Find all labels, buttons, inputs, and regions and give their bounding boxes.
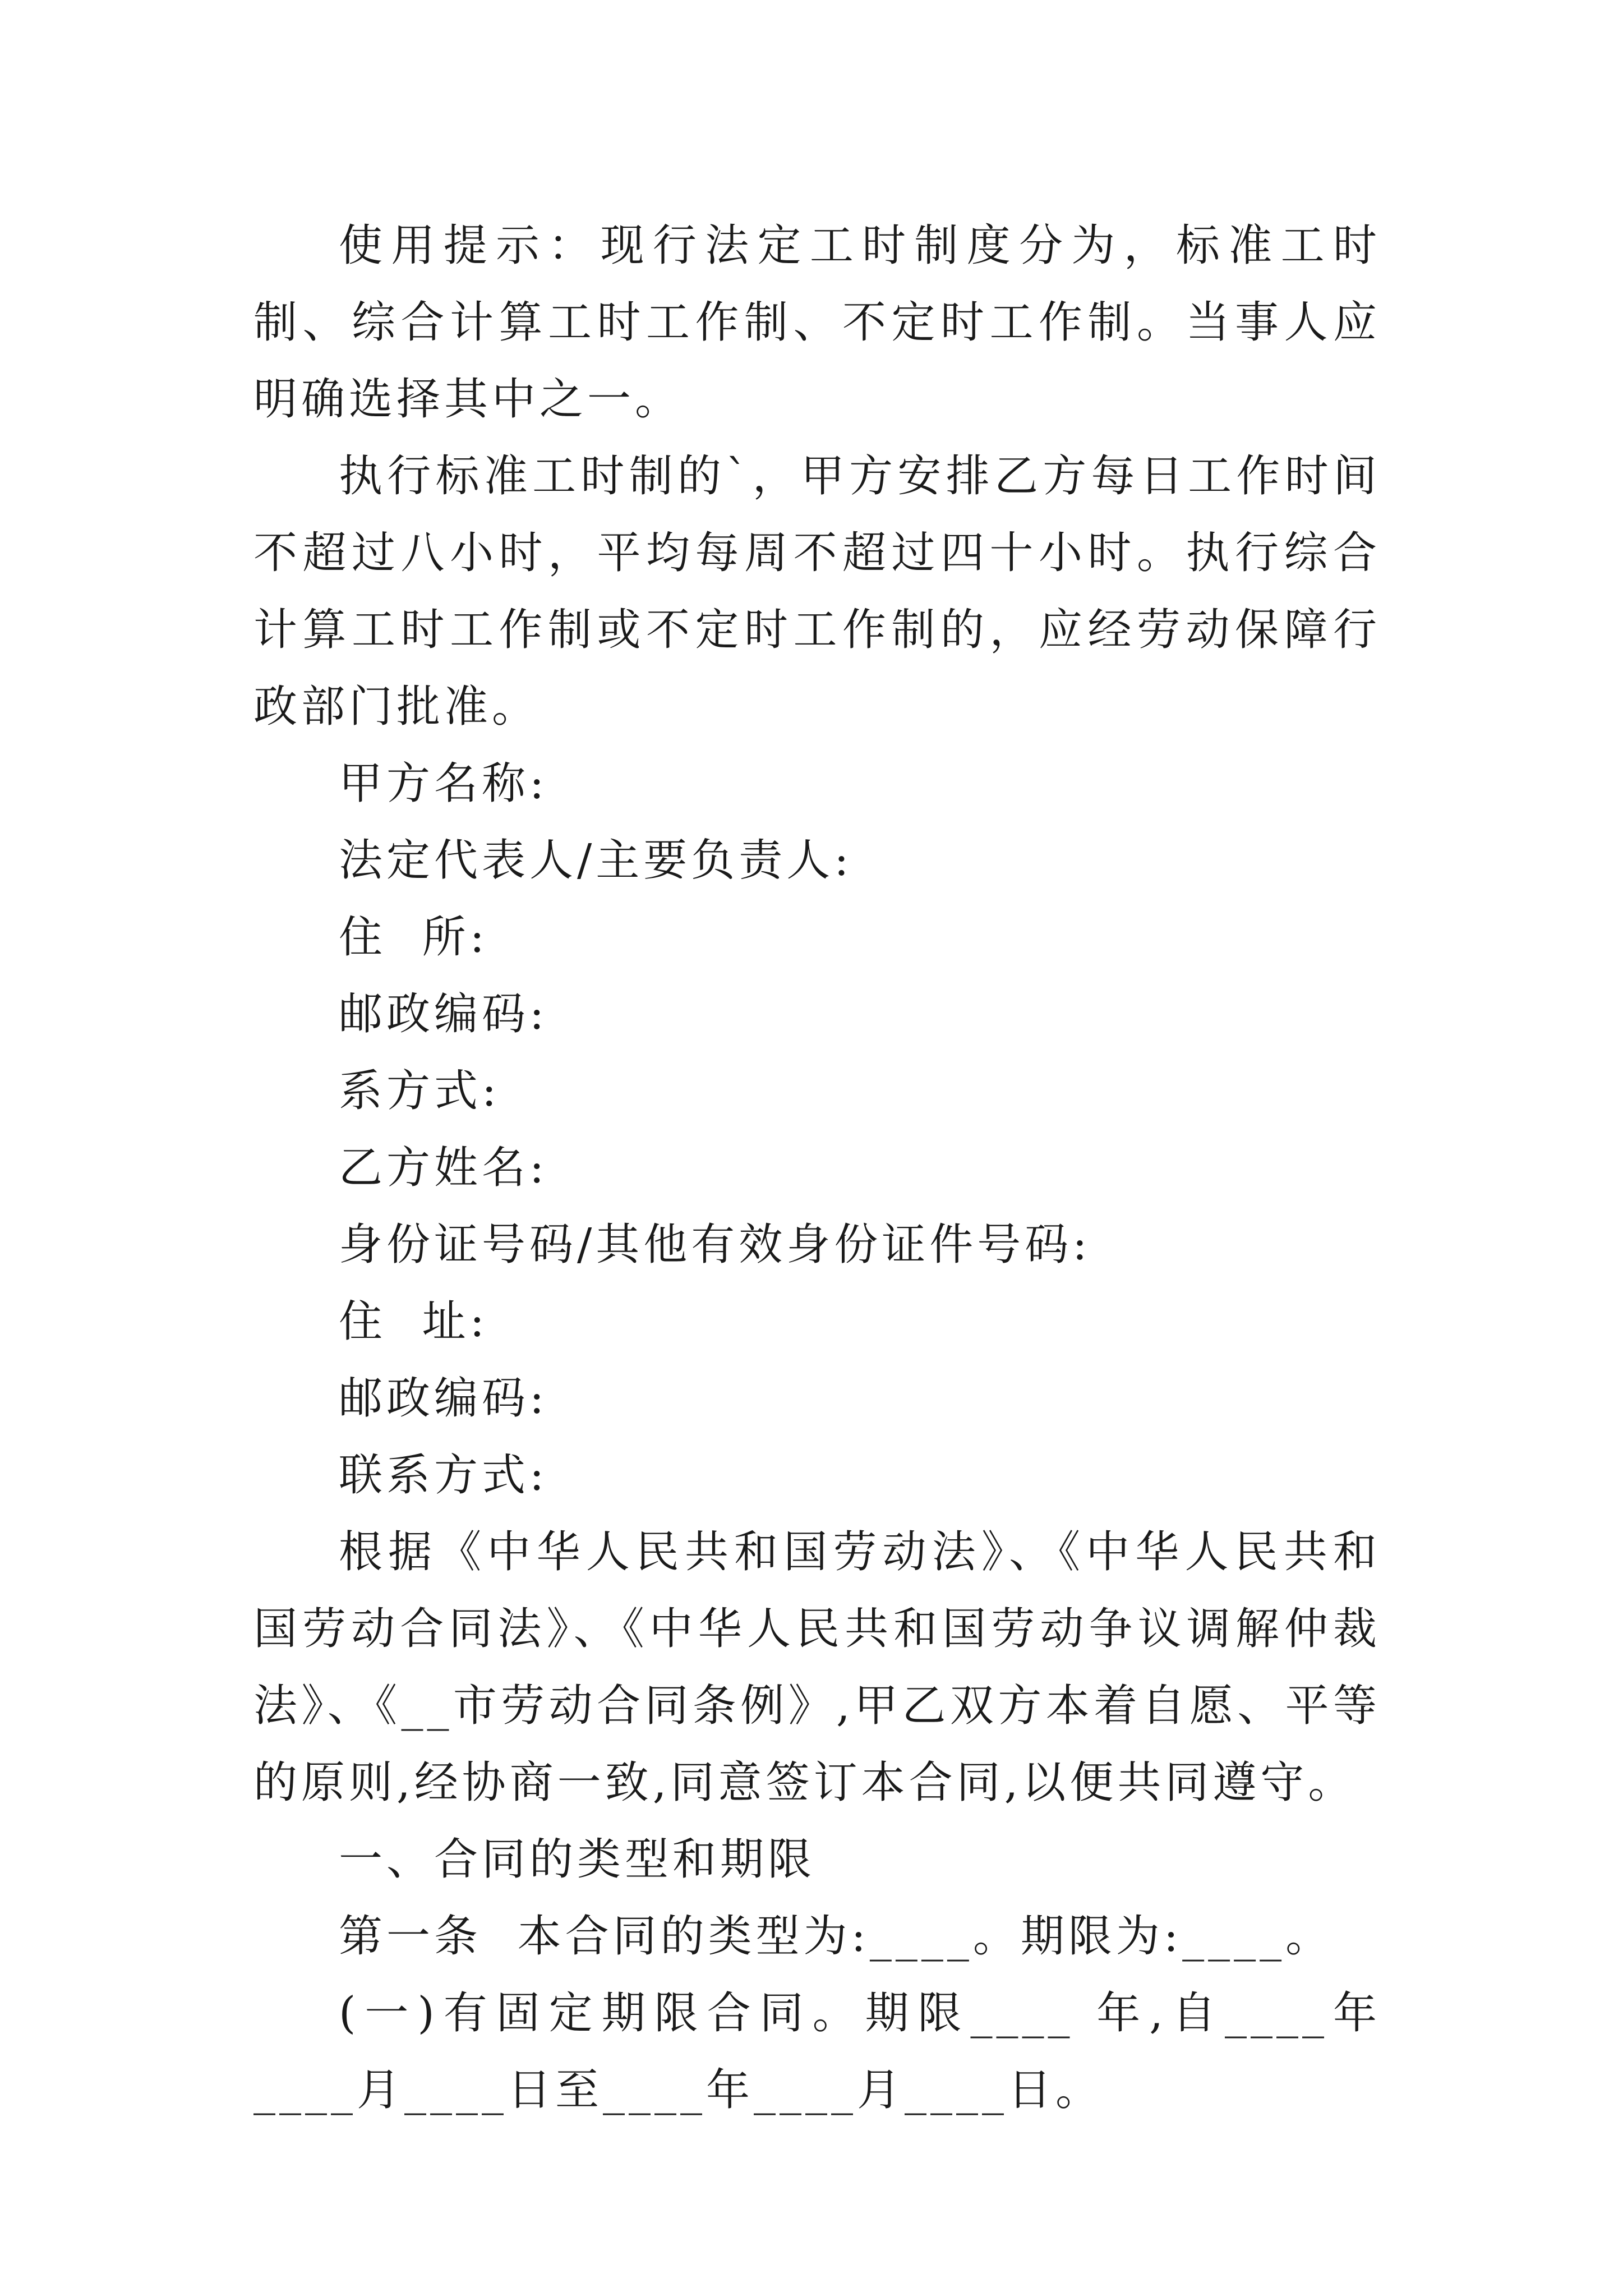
fixed-term-item: (一)有固定期限合同。期限____ 年,自____年____月____日至____年____月____日。 [253, 1988, 1381, 2115]
party-a-name-field: 甲方名称: [339, 758, 548, 809]
article-1-line: 第一条 本合同的类型为:____。期限为:____。 [339, 1911, 1334, 1962]
standard-hours-paragraph: 执行标准工时制的`，甲方安排乙方每日工作时间不超过八小时，平均每周不超过四十小时。执行综合计算工时工作制或不定时工作制的，应经劳动保障行政部门批准。 [253, 451, 1381, 732]
party-a-contact-field: 系方式: [339, 1066, 501, 1116]
section-1-heading: 一、合同的类型和期限 [339, 1834, 816, 1885]
party-a-postcode-field: 邮政编码: [339, 989, 548, 1039]
party-b-id-field: 身份证号码/其他有效身份证件号码: [339, 1220, 1091, 1270]
usage-tip-paragraph: 使用提示：现行法定工时制度分为，标准工时制、综合计算工时工作制、不定时工作制。当事人应明确选择其中之一。 [253, 220, 1381, 425]
party-b-postcode-field: 邮政编码: [339, 1373, 548, 1424]
party-a-address-field: 住 所: [339, 912, 488, 963]
legal-basis-paragraph: 根据《中华人民共和国劳动法》、《中华人民共和国劳动合同法》、《中华人民共和国劳动争议调解仲裁法》、《__市劳动合同条例》,甲乙双方本着自愿、平等的原则,经协商一致,同意签订本合同,以便共同遵守。 [253, 1527, 1381, 1808]
party-b-contact-field: 联系方式: [339, 1450, 548, 1501]
party-b-address-field: 住 址: [339, 1296, 488, 1347]
party-a-representative-field: 法定代表人/主要负责人: [339, 835, 853, 886]
document-body [253, 208, 1381, 2129]
party-b-name-field: 乙方姓名: [339, 1143, 548, 1193]
